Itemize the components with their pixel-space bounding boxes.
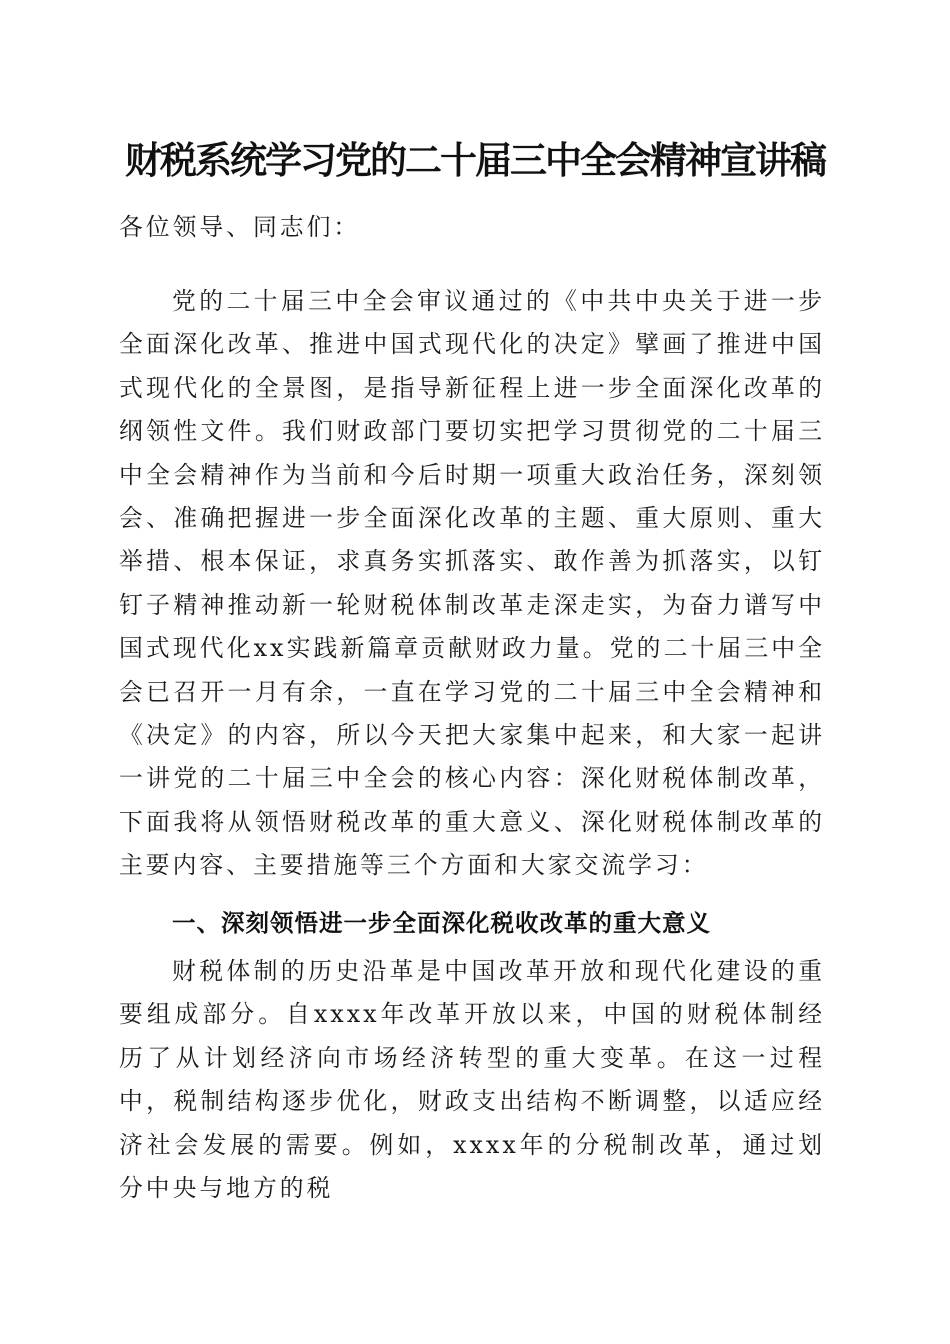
intro-paragraph: 党的二十届三中全会审议通过的《中共中央关于进一步全面深化改革、推进中国式现代化的决定》擘画了推进中国式现代化的全景图，是指导新征程上进一步全面深化改革的纲领性文件。我们财政部门要切实把学习贯彻党的二十届三中全会精神作为当前和今后时期一项重大政治任务，深刻领会、准确把握进一步全面深化改革的主题、重大原则、重大举措、根本保证，求真务实抓落实、敢作善为抓落实，以钉钉子精神推动新一轮财税体制改革走深走实，为奋力谱写中国式现代化xx实践新篇章贡献财政力量。党的二十届三中全会已召开一月有余，一直在学习党的二十届三中全会精神和《决定》的内容，所以今天把大家集中起来，和大家一起讲一讲党的二十届三中全会的核心内容：深化财税体制改革，下面我将从领悟财税改革的重大意义、深化财税体制改革的主要内容、主要措施等三个方面和大家交流学习： — [119, 287, 825, 880]
section-heading-1: 一、深刻领悟进一步全面深化税收改革的重大意义 — [172, 909, 711, 937]
greeting-line: 各位领导、同志们： — [119, 213, 361, 241]
section-1-paragraph: 财税体制的历史沿革是中国改革开放和现代化建设的重要组成部分。自xxxx年改革开放以来，中国的财税体制经历了从计划经济向市场经济转型的重大变革。在这一过程中，税制结构逐步优化，财政支出结构不断调整，以适应经济社会发展的需要。例如，xxxx年的分税制改革，通过划分中央与地方的税 — [119, 957, 825, 1203]
document-title: 财税系统学习党的二十届三中全会精神宣讲稿 — [125, 138, 825, 182]
